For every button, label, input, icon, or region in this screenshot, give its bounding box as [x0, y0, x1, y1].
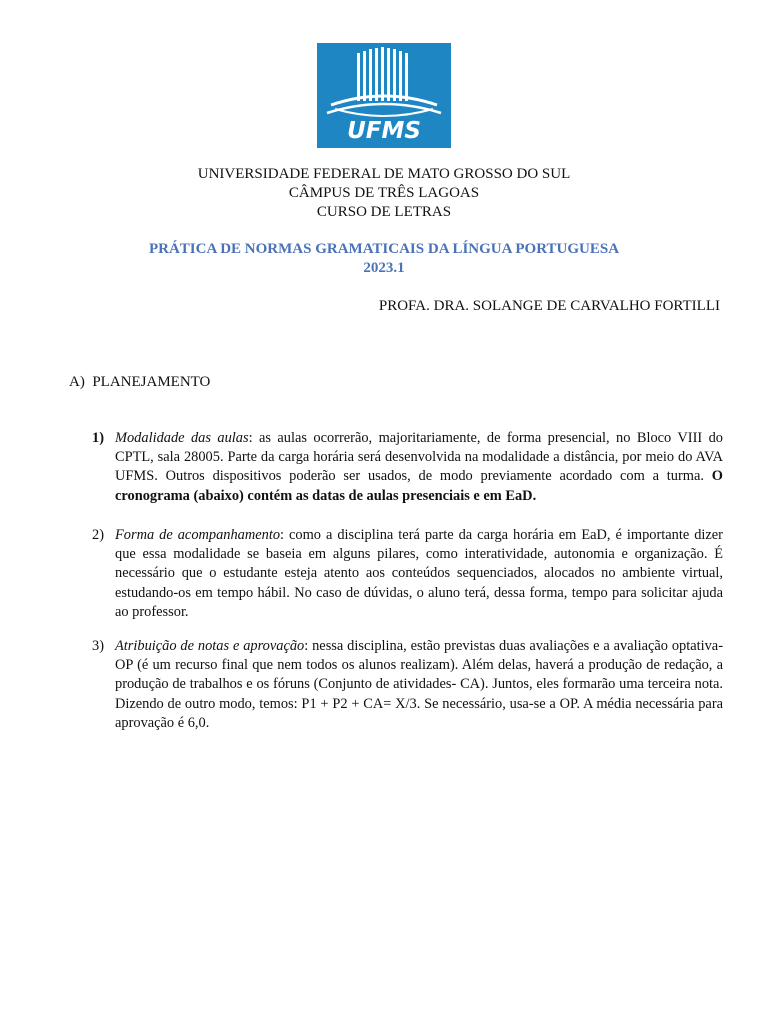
document-title: PRÁTICA DE NORMAS GRAMATICAIS DA LÍNGUA PORTUGUESA	[148, 241, 620, 257]
item-number: 2)	[92, 527, 104, 543]
university-name: UNIVERSIDADE FEDERAL DE MATO GROSSO DO SUL	[197, 166, 571, 182]
section-label: A)	[69, 374, 85, 390]
logo-text: UFMS	[347, 118, 421, 144]
item-text: : nessa disciplina, estão previstas duas avaliações e a avaliação optativa- OP (é um recurso final que nem todos os alunos realizam). Além delas, haverá a produção de redação, a produção de trabalhos e os fóruns (Conjunto de atividades- CA). Juntos, eles formarão uma terceira nota. Dizendo de outro modo, temos: P1 + P2 + CA= X/3. Se necessário, usa-se a OP. A média necessária para aprovação é 6,0.	[115, 638, 723, 731]
item-term: Atribuição de notas e aprovação	[115, 638, 305, 654]
item-text: : como a disciplina terá parte da carga horária em EaD, é importante dizer que essa modalidade se baseia em alguns pilares, como interatividade, autonomia e organização. É necessário que o estudante esteja atento aos conteúdos sequenciados, alocados no ambiente virtual, estudando-os em tempo hábil. No caso de dúvidas, o aluno terá, dessa forma, tempo para solicitar ajuda ao professor.	[115, 527, 723, 620]
campus-name: CÂMPUS DE TRÊS LAGOAS	[288, 185, 480, 201]
item-number: 1)	[92, 430, 104, 446]
section-heading	[69, 373, 210, 392]
item-text: : as aulas ocorrerão, majoritariamente, de forma presencial, no Bloco VIII do CPTL, sala 28005. Parte da carga horária será desenvolvida na modalidade a distância, por meio do AVA UFMS. Outros dispositivos poderão ser usados, de modo previamente acordado com a turma.	[115, 430, 723, 485]
course-name: CURSO DE LETRAS	[316, 204, 452, 220]
item-term: Forma de acompanhamento	[115, 527, 281, 543]
item-number: 3)	[92, 638, 104, 654]
list-item	[115, 429, 723, 506]
professor-name: PROFA. DRA. SOLANGE DE CARVALHO FORTILLI	[378, 298, 720, 314]
item-term: Modalidade das aulas	[115, 430, 249, 446]
list-item	[115, 637, 723, 733]
document-semester: 2023.1	[363, 260, 405, 276]
section-title: PLANEJAMENTO	[92, 374, 211, 390]
ufms-logo	[317, 43, 451, 148]
item-bold-note: O cronograma (abaixo) contém as datas de aulas presenciais e em EaD.	[115, 468, 723, 504]
list-item	[115, 526, 723, 622]
